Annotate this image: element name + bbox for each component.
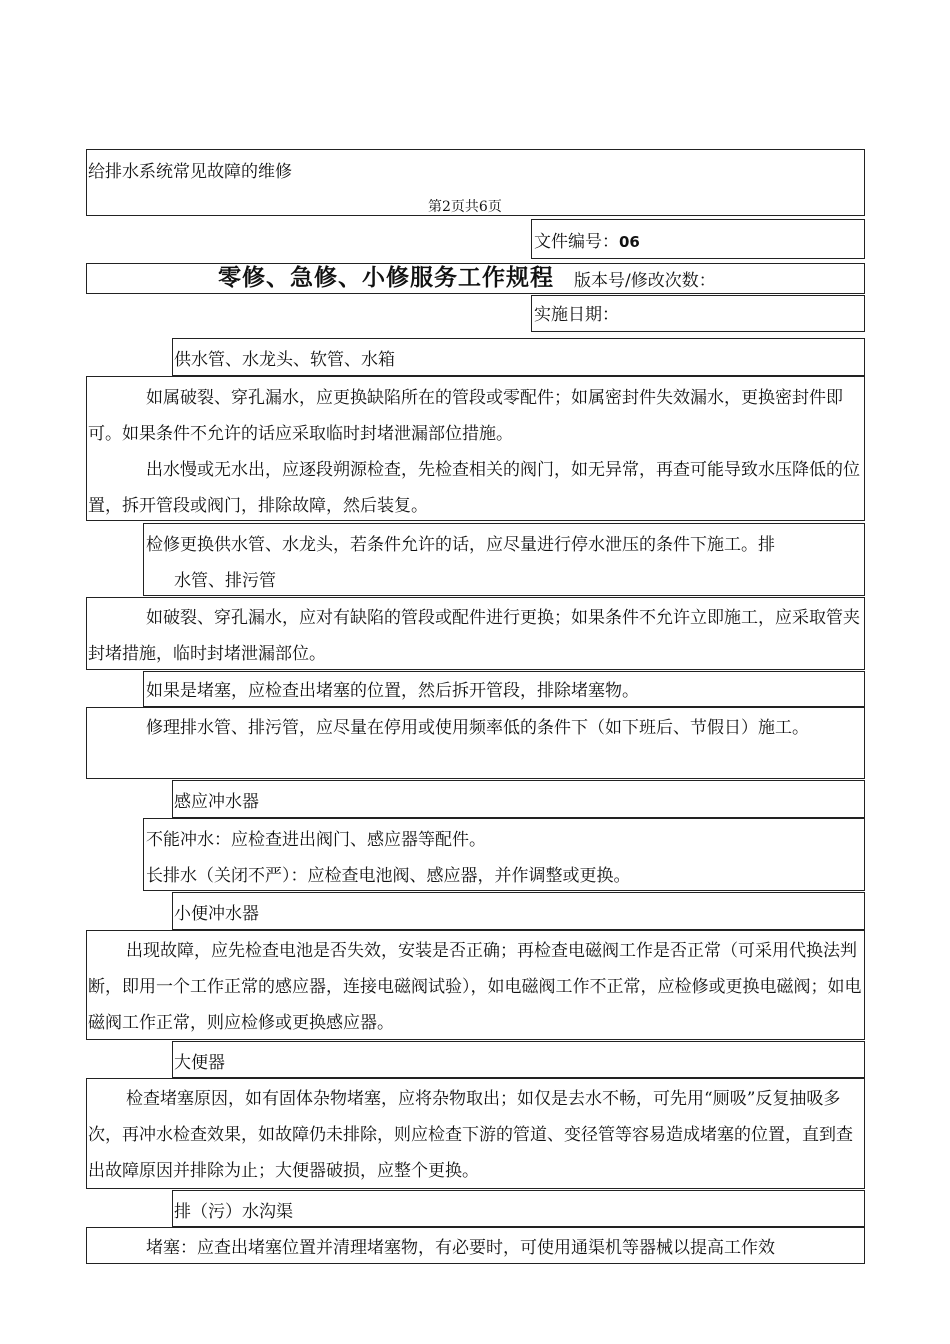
doc-title: 给排水系统常见故障的维修 [88,162,292,182]
section3-heading: 感应冲水器 [174,792,259,812]
section5-heading: 大便器 [174,1053,225,1073]
section4-heading-box [172,892,865,930]
file-no-value: 06 [619,233,640,251]
section4-heading: 小便冲水器 [174,904,259,924]
date-label: 实施日期： [534,305,619,325]
section3-line-1: 不能冲水：应检查进出阀门、感应器等配件。 [146,830,486,850]
main-title: 零修、急修、小修服务工作规程 [218,264,554,291]
section1-paragraph-2: 出水慢或无水出，应逐段朔源检查，先检查相关的阀门，如无异常，再查可能导致水压降低的位置，拆开管段或阀门，排除故障，然后装复。 [88,460,860,516]
section2-paragraph-2: 修理排水管、排污管，应尽量在停用或使用频率低的条件下（如下班后、节假日）施工。 [146,718,809,738]
section3-line-2: 长排水（关闭不严）：应检查电池阀、感应器，并作调整或更换。 [146,866,631,886]
section5-paragraph-1: 检查堵塞原因，如有固体杂物堵塞，应将杂物取出；如仅是去水不畅，可先用“厕吸”反复抽吸多次，再冲水检查效果，如故障仍未排除，则应检查下游的管道、变径管等容易造成堵塞的位置，直到查出故障原因并排除为止；大便器破损，应整个更换。 [88,1089,853,1181]
section5-heading-box [172,1041,865,1078]
file-no-label: 文件编号： [534,232,619,252]
section4-paragraph-1: 出现故障，应先检查电池是否失效，安装是否正确；再检查电磁阀工作是否正常（可采用代换法判断，即用一个工作正常的感应器，连接电磁阀试验），如电磁阀工作不正常，应检修或更换电磁阀；如电磁阀工作正常，则应检修或更换感应器。 [88,941,862,1033]
section1-paragraph-1: 如属破裂、穿孔漏水，应更换缺陷所在的管段或零配件；如属密封件失效漏水，更换密封件即可。如果条件不允许的话应采取临时封堵泄漏部位措施。 [88,388,843,444]
section2-paragraph-1: 如破裂、穿孔漏水，应对有缺陷的管段或配件进行更换；如果条件不允许立即施工，应采取管夹封堵措施，临时封堵泄漏部位。 [88,608,860,664]
section6-paragraph-1: 堵塞：应查出堵塞位置并清理堵塞物，有必要时，可使用通渠机等器械以提高工作效 [146,1238,775,1258]
section2-note: 如果是堵塞，应检查出堵塞的位置，然后拆开管段，排除堵塞物。 [146,681,639,701]
section1-note: 检修更换供水管、水龙头，若条件允许的话，应尽量进行停水泄压的条件下施工。排 [146,535,775,555]
section2-heading: 水管、排污管 [174,571,276,591]
section6-heading: 排（污）水沟渠 [174,1202,293,1222]
section1-heading: 供水管、水龙头、软管、水箱 [174,350,395,370]
version-label: 版本号/修改次数： [574,271,716,291]
file-no [534,224,640,260]
section3-heading-box [172,780,865,818]
page-label: 第2页共6页 [428,199,502,215]
